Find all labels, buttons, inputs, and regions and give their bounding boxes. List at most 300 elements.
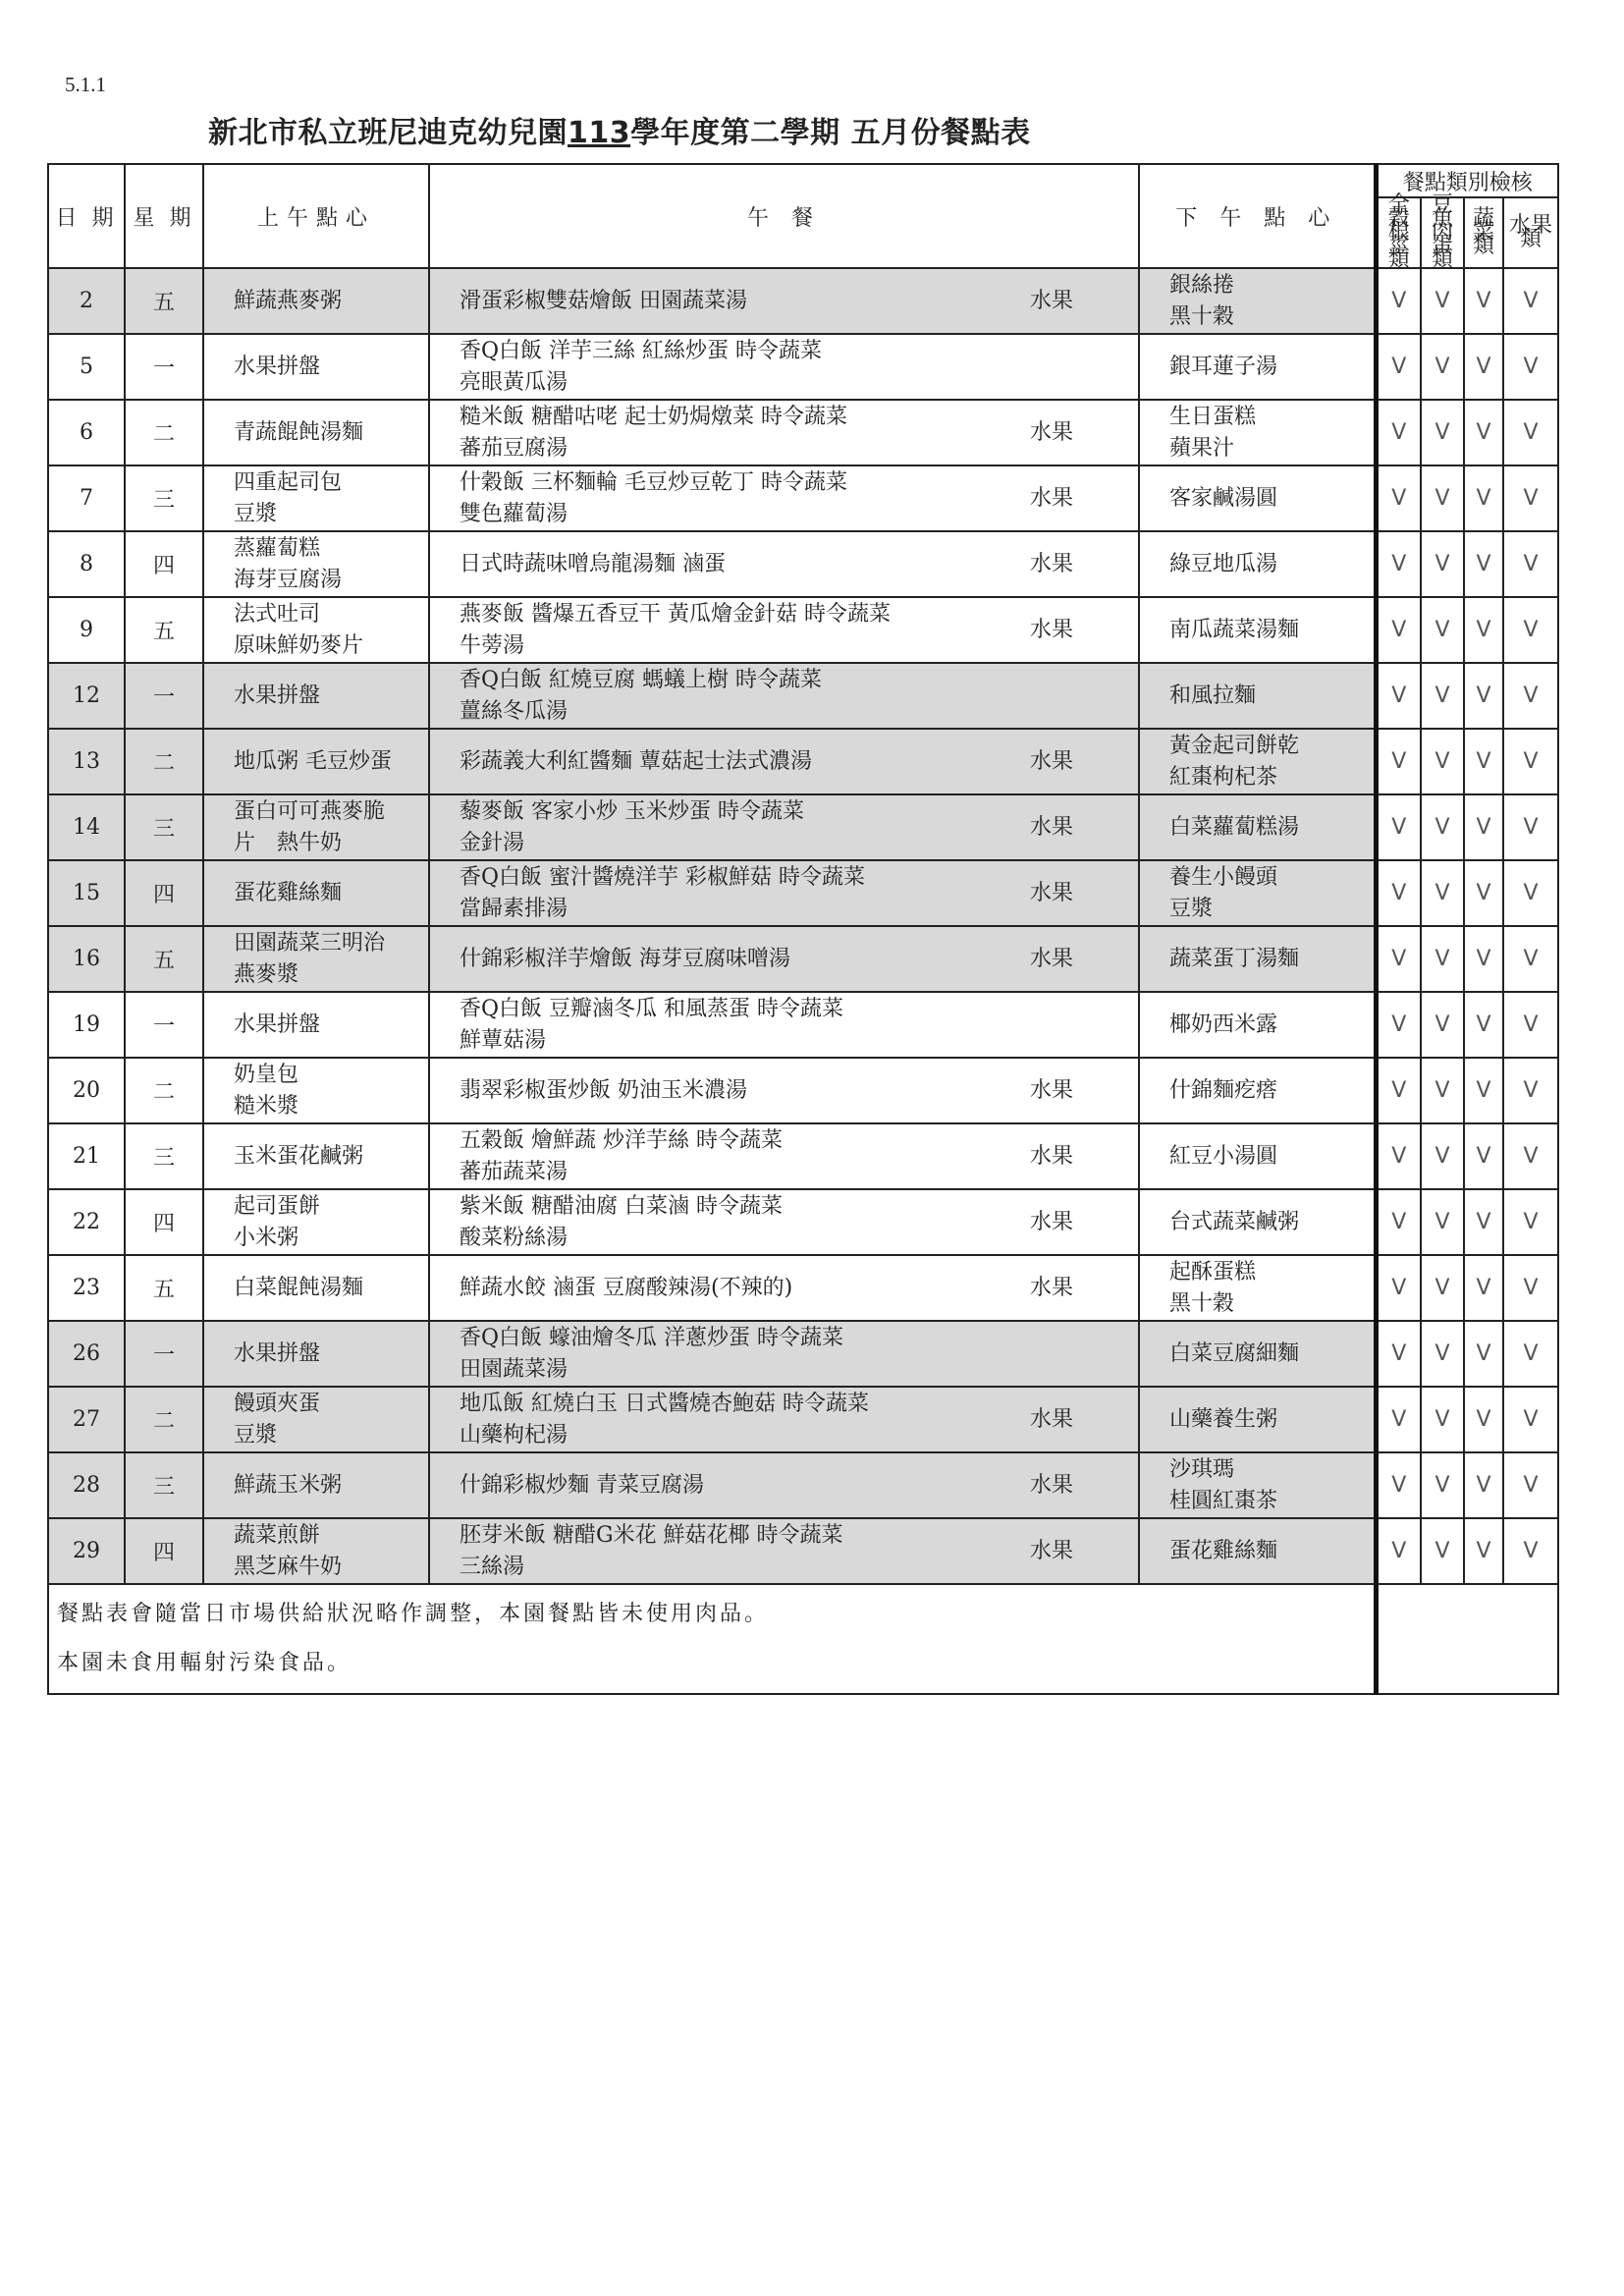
am-snack-line: 水果拼盤	[234, 354, 321, 379]
menu-body	[48, 268, 1558, 1584]
lunch-line: 糙米飯 糖醋咕咾 起士奶焗燉菜 時令蔬菜	[460, 404, 847, 429]
pm-snack-line: 起酥蛋糕	[1169, 1259, 1257, 1285]
lunch-cell	[429, 268, 1139, 334]
check-protein-cell: V	[1421, 860, 1464, 926]
weekday-cell: 三	[125, 1123, 203, 1189]
check-vegetables-cell: V	[1464, 992, 1503, 1058]
weekday-cell: 二	[125, 1058, 203, 1123]
check-protein-cell: V	[1421, 400, 1464, 465]
check-grains-cell: V	[1376, 992, 1421, 1058]
pm-snack-line: 椰奶西米露	[1169, 1011, 1278, 1037]
menu-row	[48, 1518, 1558, 1584]
lunch-line: 香Q白飯 蜜汁醬燒洋芋 彩椒鮮菇 時令蔬菜	[460, 864, 866, 890]
note-line: 本園未食用輻射污染食品。	[57, 1651, 352, 1675]
day-cell: 8	[48, 531, 125, 597]
am-snack-cell	[203, 992, 429, 1058]
check-protein-cell: V	[1421, 1518, 1464, 1584]
fruit-label: 水果	[1029, 551, 1073, 576]
am-snack-cell	[203, 1452, 429, 1518]
am-snack-line: 奶皇包	[234, 1062, 299, 1087]
menu-row	[48, 531, 1558, 597]
menu-row	[48, 729, 1558, 794]
am-snack-cell	[203, 400, 429, 465]
pm-snack-line: 和風拉麵	[1169, 683, 1257, 708]
check-grains-cell: V	[1376, 1189, 1421, 1255]
check-grains-cell: V	[1376, 465, 1421, 531]
menu-row	[48, 1452, 1558, 1518]
am-snack-line: 黑芝麻牛奶	[234, 1554, 343, 1579]
note-blank-cell	[1376, 1584, 1558, 1694]
check-vegetables-cell: V	[1464, 1518, 1503, 1584]
header-check-protein: 豆魚肉蛋類	[1421, 197, 1464, 268]
weekday-cell: 四	[125, 860, 203, 926]
menu-row	[48, 465, 1558, 531]
pm-snack-cell	[1139, 1255, 1376, 1321]
check-fruit-cell: V	[1503, 992, 1558, 1058]
header-check-vegetables: 蔬菜類	[1464, 197, 1503, 268]
am-snack-cell	[203, 268, 429, 334]
weekday-cell: 四	[125, 531, 203, 597]
check-fruit-cell: V	[1503, 400, 1558, 465]
check-fruit-cell: V	[1503, 1321, 1558, 1387]
am-snack-line: 豆漿	[234, 501, 278, 526]
check-fruit-cell: V	[1503, 465, 1558, 531]
check-vegetables-cell: V	[1464, 1255, 1503, 1321]
check-grains-cell: V	[1376, 794, 1421, 860]
pm-snack-line: 桂圓紅棗茶	[1169, 1488, 1278, 1513]
day-cell: 7	[48, 465, 125, 531]
day-cell: 13	[48, 729, 125, 794]
am-snack-cell	[203, 531, 429, 597]
check-protein-cell: V	[1421, 992, 1464, 1058]
lunch-line: 什錦彩椒洋芋燴飯 海芽豆腐味噌湯	[460, 946, 790, 971]
pm-snack-line: 客家鹹湯圓	[1169, 485, 1278, 511]
pm-snack-line: 黃金起司餅乾	[1169, 733, 1300, 758]
lunch-cell	[429, 794, 1139, 860]
pm-snack-cell	[1139, 926, 1376, 992]
check-fruit-cell: V	[1503, 1452, 1558, 1518]
lunch-line: 雙色蘿蔔湯	[460, 501, 568, 526]
pm-snack-cell	[1139, 1189, 1376, 1255]
check-vegetables-cell: V	[1464, 860, 1503, 926]
pm-snack-cell	[1139, 1518, 1376, 1584]
am-snack-line: 田園蔬菜三明治	[234, 930, 386, 956]
pm-snack-cell	[1139, 268, 1376, 334]
note-line: 餐點表會隨當日市場供給狀況略作調整，本園餐點皆未使用肉品。	[57, 1602, 770, 1626]
fruit-label: 水果	[1029, 1538, 1073, 1563]
pm-snack-cell	[1139, 1058, 1376, 1123]
check-grains-cell: V	[1376, 1518, 1421, 1584]
weekday-cell: 一	[125, 334, 203, 400]
weekday-cell: 一	[125, 1321, 203, 1387]
check-protein-cell: V	[1421, 268, 1464, 334]
check-fruit-cell: V	[1503, 794, 1558, 860]
lunch-cell	[429, 1123, 1139, 1189]
menu-row	[48, 400, 1558, 465]
check-vegetables-cell: V	[1464, 1189, 1503, 1255]
check-protein-cell: V	[1421, 1255, 1464, 1321]
lunch-line: 鮮蔬水餃 滷蛋 豆腐酸辣湯(不辣的)	[460, 1275, 793, 1300]
pm-snack-cell	[1139, 465, 1376, 531]
check-fruit-cell: V	[1503, 268, 1558, 334]
pm-snack-line: 銀耳蓮子湯	[1169, 354, 1278, 379]
menu-row	[48, 334, 1558, 400]
header-lunch: 午 餐	[429, 164, 1139, 268]
lunch-line: 鮮蕈菇湯	[460, 1027, 547, 1053]
fruit-label: 水果	[1029, 880, 1073, 905]
lunch-line: 彩蔬義大利紅醬麵 蕈菇起士法式濃湯	[460, 748, 812, 774]
menu-row	[48, 794, 1558, 860]
check-grains-cell: V	[1376, 1123, 1421, 1189]
page-title	[208, 108, 1031, 151]
note-cell	[48, 1584, 1376, 1694]
am-snack-line: 海芽豆腐湯	[234, 567, 343, 592]
check-grains-cell: V	[1376, 597, 1421, 663]
weekday-cell: 二	[125, 1387, 203, 1452]
check-fruit-cell: V	[1503, 1123, 1558, 1189]
am-snack-cell	[203, 860, 429, 926]
fruit-label: 水果	[1029, 946, 1073, 971]
pm-snack-line: 蛋花雞絲麵	[1169, 1538, 1278, 1563]
lunch-line: 蕃茄蔬菜湯	[460, 1159, 568, 1184]
lunch-line: 香Q白飯 豆瓣滷冬瓜 和風蒸蛋 時令蔬菜	[460, 996, 844, 1021]
lunch-line: 藜麥飯 客家小炒 玉米炒蛋 時令蔬菜	[460, 798, 804, 824]
lunch-cell	[429, 1189, 1139, 1255]
weekday-cell: 四	[125, 1518, 203, 1584]
day-cell: 15	[48, 860, 125, 926]
pm-snack-cell	[1139, 860, 1376, 926]
am-snack-line: 白菜餛飩湯麵	[234, 1275, 364, 1300]
check-fruit-cell: V	[1503, 1058, 1558, 1123]
lunch-cell	[429, 1387, 1139, 1452]
check-grains-cell: V	[1376, 1058, 1421, 1123]
check-grains-cell: V	[1376, 926, 1421, 992]
weekday-cell: 四	[125, 1189, 203, 1255]
menu-row	[48, 926, 1558, 992]
weekday-cell: 五	[125, 268, 203, 334]
lunch-line: 什錦彩椒炒麵 青菜豆腐湯	[460, 1472, 704, 1498]
pm-snack-line: 山藥養生粥	[1169, 1406, 1278, 1432]
pm-snack-line: 蔬菜蛋丁湯麵	[1169, 946, 1300, 971]
pm-snack-cell	[1139, 1321, 1376, 1387]
day-cell: 28	[48, 1452, 125, 1518]
lunch-line: 薑絲冬瓜湯	[460, 698, 568, 724]
am-snack-line: 起司蛋餅	[234, 1193, 321, 1219]
am-snack-cell	[203, 597, 429, 663]
pm-snack-line: 紅棗枸杞茶	[1169, 764, 1278, 790]
check-protein-cell: V	[1421, 663, 1464, 729]
pm-snack-cell	[1139, 531, 1376, 597]
lunch-cell	[429, 1321, 1139, 1387]
check-fruit-cell: V	[1503, 1189, 1558, 1255]
header-day: 日 期	[48, 164, 125, 268]
am-snack-line: 法式吐司	[234, 601, 321, 627]
check-grains-cell: V	[1376, 729, 1421, 794]
am-snack-line: 蔬菜煎餅	[234, 1522, 321, 1548]
check-vegetables-cell: V	[1464, 400, 1503, 465]
weekday-cell: 三	[125, 794, 203, 860]
lunch-line: 翡翠彩椒蛋炒飯 奶油玉米濃湯	[460, 1077, 747, 1103]
am-snack-cell	[203, 465, 429, 531]
check-grains-cell: V	[1376, 531, 1421, 597]
check-grains-cell: V	[1376, 268, 1421, 334]
check-protein-cell: V	[1421, 1387, 1464, 1452]
lunch-line: 日式時蔬味噌烏龍湯麵 滷蛋	[460, 551, 726, 576]
am-snack-line: 片 熱牛奶	[234, 830, 343, 855]
pm-snack-line: 蘋果汁	[1169, 435, 1235, 461]
am-snack-line: 蛋白可可燕麥脆	[234, 798, 386, 824]
menu-table	[47, 163, 1559, 1695]
day-cell: 26	[48, 1321, 125, 1387]
am-snack-line: 小米粥	[234, 1225, 299, 1250]
lunch-line: 田園蔬菜湯	[460, 1356, 568, 1382]
check-protein-cell: V	[1421, 1189, 1464, 1255]
lunch-cell	[429, 1518, 1139, 1584]
fruit-label: 水果	[1029, 419, 1073, 445]
lunch-line: 香Q白飯 紅燒豆腐 螞蟻上樹 時令蔬菜	[460, 667, 823, 692]
lunch-line: 金針湯	[460, 830, 525, 855]
am-snack-line: 鮮蔬燕麥粥	[234, 288, 343, 313]
header-check-fruit: 水果類	[1503, 197, 1558, 268]
day-cell: 27	[48, 1387, 125, 1452]
check-protein-cell: V	[1421, 1058, 1464, 1123]
lunch-cell	[429, 531, 1139, 597]
menu-row	[48, 1189, 1558, 1255]
weekday-cell: 三	[125, 465, 203, 531]
pm-snack-line: 黑十穀	[1169, 303, 1235, 329]
day-cell: 19	[48, 992, 125, 1058]
weekday-cell: 三	[125, 1452, 203, 1518]
am-snack-cell	[203, 729, 429, 794]
am-snack-cell	[203, 1387, 429, 1452]
menu-row	[48, 663, 1558, 729]
day-cell: 14	[48, 794, 125, 860]
menu-row	[48, 992, 1558, 1058]
fruit-label: 水果	[1029, 1406, 1073, 1432]
menu-row	[48, 1058, 1558, 1123]
am-snack-line: 蒸蘿蔔糕	[234, 535, 321, 561]
am-snack-cell	[203, 1058, 429, 1123]
am-snack-line: 原味鮮奶麥片	[234, 632, 364, 658]
day-cell: 12	[48, 663, 125, 729]
am-snack-line: 水果拼盤	[234, 683, 321, 708]
menu-row	[48, 597, 1558, 663]
lunch-cell	[429, 465, 1139, 531]
pm-snack-cell	[1139, 992, 1376, 1058]
header-check-title: 餐點類別檢核	[1376, 164, 1558, 197]
check-grains-cell: V	[1376, 400, 1421, 465]
fruit-label: 水果	[1029, 1472, 1073, 1498]
check-vegetables-cell: V	[1464, 334, 1503, 400]
am-snack-cell	[203, 1255, 429, 1321]
check-protein-cell: V	[1421, 597, 1464, 663]
pm-snack-line: 白菜豆腐細麵	[1169, 1340, 1300, 1366]
fruit-label: 水果	[1029, 1209, 1073, 1234]
check-vegetables-cell: V	[1464, 663, 1503, 729]
am-snack-line: 燕麥漿	[234, 961, 299, 987]
header-check-grains: 全穀根莖類	[1376, 197, 1421, 268]
am-snack-cell	[203, 1189, 429, 1255]
pm-snack-line: 黑十穀	[1169, 1290, 1235, 1316]
lunch-cell	[429, 663, 1139, 729]
am-snack-cell	[203, 794, 429, 860]
check-vegetables-cell: V	[1464, 1058, 1503, 1123]
lunch-cell	[429, 334, 1139, 400]
menu-row	[48, 1321, 1558, 1387]
header-weekday: 星 期	[125, 164, 203, 268]
check-grains-cell: V	[1376, 1255, 1421, 1321]
lunch-line: 三絲湯	[460, 1554, 525, 1579]
pm-snack-cell	[1139, 729, 1376, 794]
lunch-line: 香Q白飯 洋芋三絲 紅絲炒蛋 時令蔬菜	[460, 338, 823, 363]
check-vegetables-cell: V	[1464, 531, 1503, 597]
check-grains-cell: V	[1376, 1387, 1421, 1452]
check-vegetables-cell: V	[1464, 794, 1503, 860]
pm-snack-line: 生日蛋糕	[1169, 404, 1257, 429]
header-pm-snack: 下 午 點 心	[1139, 164, 1376, 268]
lunch-cell	[429, 1255, 1139, 1321]
check-vegetables-cell: V	[1464, 926, 1503, 992]
lunch-cell	[429, 729, 1139, 794]
fruit-label: 水果	[1029, 1077, 1073, 1103]
weekday-cell: 五	[125, 1255, 203, 1321]
pm-snack-line: 沙琪瑪	[1169, 1456, 1235, 1482]
lunch-line: 什穀飯 三杯麵輪 毛豆炒豆乾丁 時令蔬菜	[460, 469, 847, 495]
am-snack-line: 青蔬餛飩湯麵	[234, 419, 364, 445]
lunch-cell	[429, 400, 1139, 465]
check-vegetables-cell: V	[1464, 1123, 1503, 1189]
am-snack-cell	[203, 1321, 429, 1387]
day-cell: 21	[48, 1123, 125, 1189]
title-term: 學年度第二學期 五月份餐點表	[630, 116, 1031, 150]
check-fruit-cell: V	[1503, 860, 1558, 926]
day-cell: 22	[48, 1189, 125, 1255]
pm-snack-cell	[1139, 1123, 1376, 1189]
lunch-line: 山藥枸杞湯	[460, 1422, 568, 1448]
weekday-cell: 五	[125, 926, 203, 992]
lunch-cell	[429, 1452, 1139, 1518]
check-fruit-cell: V	[1503, 1387, 1558, 1452]
am-snack-line: 豆漿	[234, 1422, 278, 1448]
check-vegetables-cell: V	[1464, 465, 1503, 531]
am-snack-line: 鮮蔬玉米粥	[234, 1472, 343, 1498]
day-cell: 16	[48, 926, 125, 992]
lunch-cell	[429, 992, 1139, 1058]
fruit-label: 水果	[1029, 1143, 1073, 1169]
pm-snack-cell	[1139, 597, 1376, 663]
check-fruit-cell: V	[1503, 663, 1558, 729]
check-fruit-cell: V	[1503, 1518, 1558, 1584]
am-snack-cell	[203, 1123, 429, 1189]
check-fruit-cell: V	[1503, 926, 1558, 992]
check-vegetables-cell: V	[1464, 729, 1503, 794]
am-snack-line: 蛋花雞絲麵	[234, 880, 343, 905]
day-cell: 9	[48, 597, 125, 663]
check-fruit-cell: V	[1503, 729, 1558, 794]
menu-row	[48, 268, 1558, 334]
menu-row	[48, 1255, 1558, 1321]
am-snack-line: 玉米蛋花鹹粥	[234, 1143, 364, 1169]
title-school: 新北市私立班尼迪克幼兒園	[208, 116, 568, 150]
check-fruit-cell: V	[1503, 531, 1558, 597]
lunch-line: 當歸素排湯	[460, 896, 568, 921]
pm-snack-line: 台式蔬菜鹹粥	[1169, 1209, 1300, 1234]
pm-snack-line: 什錦麵疙瘩	[1169, 1077, 1278, 1103]
pm-snack-cell	[1139, 1452, 1376, 1518]
day-cell: 2	[48, 268, 125, 334]
menu-row	[48, 1387, 1558, 1452]
am-snack-line: 四重起司包	[234, 469, 343, 495]
am-snack-line: 水果拼盤	[234, 1011, 321, 1037]
lunch-cell	[429, 597, 1139, 663]
pm-snack-line: 養生小饅頭	[1169, 864, 1278, 890]
weekday-cell: 五	[125, 597, 203, 663]
check-vegetables-cell: V	[1464, 597, 1503, 663]
fruit-label: 水果	[1029, 748, 1073, 774]
lunch-line: 滑蛋彩椒雙菇燴飯 田園蔬菜湯	[460, 288, 747, 313]
lunch-line: 牛蒡湯	[460, 632, 525, 658]
weekday-cell: 二	[125, 400, 203, 465]
pm-snack-line: 綠豆地瓜湯	[1169, 551, 1278, 576]
lunch-line: 酸菜粉絲湯	[460, 1225, 568, 1250]
check-protein-cell: V	[1421, 465, 1464, 531]
check-protein-cell: V	[1421, 1452, 1464, 1518]
check-grains-cell: V	[1376, 1452, 1421, 1518]
check-protein-cell: V	[1421, 334, 1464, 400]
fruit-label: 水果	[1029, 1275, 1073, 1300]
lunch-line: 亮眼黃瓜湯	[460, 369, 568, 395]
lunch-line: 五穀飯 燴鮮蔬 炒洋芋絲 時令蔬菜	[460, 1127, 783, 1153]
fruit-label: 水果	[1029, 617, 1073, 642]
check-grains-cell: V	[1376, 1321, 1421, 1387]
lunch-cell	[429, 860, 1139, 926]
check-vegetables-cell: V	[1464, 268, 1503, 334]
pm-snack-line: 南瓜蔬菜湯麵	[1169, 617, 1300, 642]
pm-snack-cell	[1139, 334, 1376, 400]
lunch-line: 蕃茄豆腐湯	[460, 435, 568, 461]
am-snack-line: 饅頭夾蛋	[234, 1391, 321, 1416]
pm-snack-line: 白菜蘿蔔糕湯	[1169, 814, 1300, 840]
lunch-cell	[429, 1058, 1139, 1123]
pm-snack-cell	[1139, 1387, 1376, 1452]
check-vegetables-cell: V	[1464, 1321, 1503, 1387]
check-grains-cell: V	[1376, 663, 1421, 729]
am-snack-cell	[203, 926, 429, 992]
pm-snack-line: 銀絲捲	[1169, 272, 1235, 298]
fruit-label: 水果	[1029, 814, 1073, 840]
check-fruit-cell: V	[1503, 1255, 1558, 1321]
am-snack-line: 糙米漿	[234, 1093, 299, 1119]
lunch-line: 地瓜飯 紅燒白玉 日式醬燒杏鮑菇 時令蔬菜	[460, 1391, 869, 1416]
check-vegetables-cell: V	[1464, 1387, 1503, 1452]
fruit-label: 水果	[1029, 288, 1073, 313]
am-snack-line: 地瓜粥 毛豆炒蛋	[234, 748, 392, 774]
am-snack-line: 水果拼盤	[234, 1340, 321, 1366]
check-fruit-cell: V	[1503, 597, 1558, 663]
pm-snack-cell	[1139, 400, 1376, 465]
check-protein-cell: V	[1421, 1123, 1464, 1189]
pm-snack-line: 豆漿	[1169, 896, 1214, 921]
check-grains-cell: V	[1376, 334, 1421, 400]
am-snack-cell	[203, 334, 429, 400]
fruit-label: 水果	[1029, 485, 1073, 511]
header-am-snack: 上午點心	[203, 164, 429, 268]
weekday-cell: 一	[125, 992, 203, 1058]
check-fruit-cell: V	[1503, 334, 1558, 400]
day-cell: 29	[48, 1518, 125, 1584]
check-vegetables-cell: V	[1464, 1452, 1503, 1518]
document-number: 5.1.1	[65, 73, 106, 96]
